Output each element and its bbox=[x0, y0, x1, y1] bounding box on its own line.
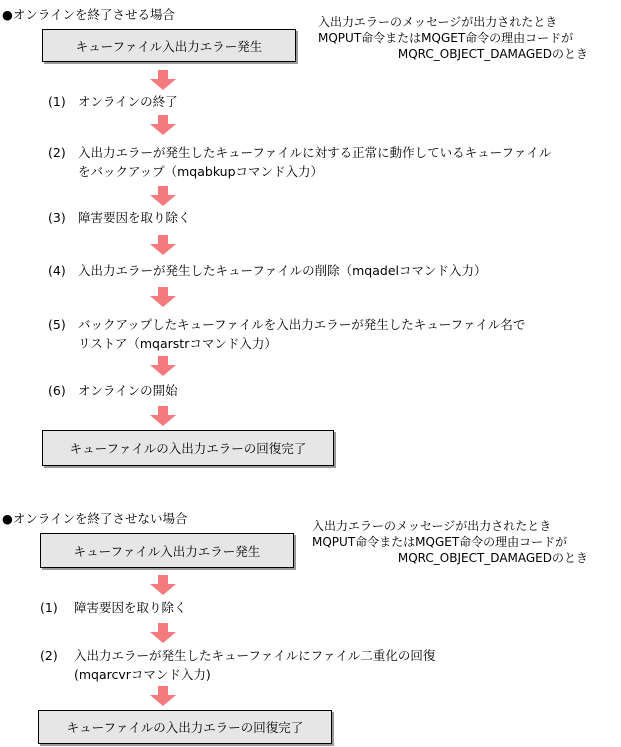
section1-note-line1: 入出力エラーのメッセージが出力されたとき bbox=[318, 15, 558, 29]
section1-flow-arrow-7 bbox=[150, 406, 176, 426]
section1-flow-arrow-3 bbox=[150, 186, 176, 206]
step-text-line2: をバックアップ（mqabkupコマンド入力） bbox=[78, 164, 324, 179]
step-text-line1: バックアップしたキューファイルを入出力エラーが発生したキューファイル名で bbox=[78, 317, 526, 332]
section1-end-box: キューファイルの入出力エラーの回復完了 bbox=[42, 430, 334, 466]
section1-flow-arrow-2 bbox=[150, 115, 176, 135]
section1-flow-arrow-1 bbox=[150, 70, 176, 90]
step-text-line1: 入出力エラーが発生したキューファイルに対する正常に動作しているキューファイル bbox=[78, 145, 552, 160]
section1-flow-arrow-6 bbox=[150, 356, 176, 376]
section2-condition-note bbox=[312, 518, 588, 566]
section2-note-line3: MQRC_OBJECT_DAMAGEDのとき bbox=[397, 551, 588, 565]
step-number: (1) bbox=[48, 94, 66, 109]
step-text-line2: リストア（mqarstrコマンド入力） bbox=[78, 336, 277, 351]
section2-note-line1: 入出力エラーのメッセージが出力されたとき bbox=[312, 519, 552, 533]
step-text-line1: 入出力エラーが発生したキューファイルにファイル二重化の回復 bbox=[74, 648, 436, 663]
section1-heading: ●オンラインを終了させる場合 bbox=[2, 7, 176, 22]
section1-flow-arrow-5 bbox=[150, 287, 176, 307]
section1-flow-arrow-4 bbox=[150, 235, 176, 255]
section2-heading: ●オンラインを終了させない場合 bbox=[2, 511, 188, 526]
step-number: (3) bbox=[48, 210, 66, 225]
step-number: (6) bbox=[48, 383, 66, 398]
step-number: (5) bbox=[48, 317, 66, 332]
step-text: オンラインの開始 bbox=[78, 383, 178, 398]
section1-condition-note bbox=[318, 14, 588, 62]
section1-start-box: キューファイル入出力エラー発生 bbox=[42, 29, 296, 62]
section1-note-line3: MQRC_OBJECT_DAMAGEDのとき bbox=[397, 47, 588, 61]
section2-note-line2: MQPUT命令またはMQGET命令の理由コードが bbox=[312, 535, 568, 549]
step-number: (1) bbox=[40, 600, 58, 615]
step-text: オンラインの終了 bbox=[78, 94, 178, 109]
section2-flow-arrow-2 bbox=[150, 623, 176, 643]
step-text: 障害要因を取り除く bbox=[78, 210, 191, 225]
step-text-line2: (mqarcvrコマンド入力) bbox=[74, 667, 211, 682]
step-text: 障害要因を取り除く bbox=[74, 600, 187, 615]
step-number: (2) bbox=[48, 145, 66, 160]
section2-end-box: キューファイルの入出力エラーの回復完了 bbox=[38, 710, 332, 744]
section2-start-box: キューファイル入出力エラー発生 bbox=[40, 533, 294, 568]
section2-flow-arrow-1 bbox=[150, 575, 176, 595]
step-number: (4) bbox=[48, 263, 66, 278]
section1-note-line2: MQPUT命令またはMQGET命令の理由コードが bbox=[318, 31, 574, 45]
step-text: 入出力エラーが発生したキューファイルの削除（mqadelコマンド入力） bbox=[78, 263, 487, 278]
step-number: (2) bbox=[40, 648, 58, 663]
section2-flow-arrow-3 bbox=[150, 686, 176, 706]
